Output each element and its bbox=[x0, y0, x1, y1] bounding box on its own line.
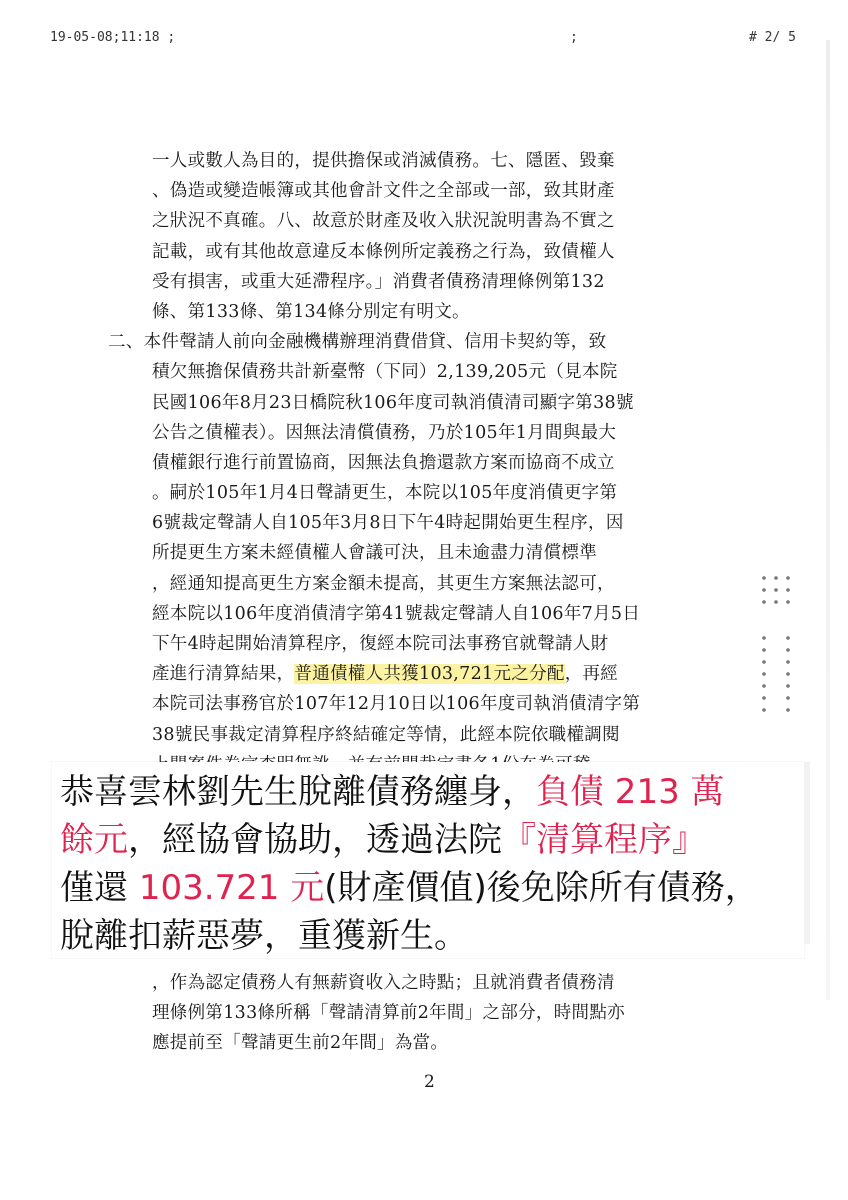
body-line: 理條例第133條所稱「聲請清算前2年間」之部分，時間點亦 bbox=[152, 1003, 625, 1024]
fax-mid-mark: ; bbox=[570, 30, 578, 45]
body-line: 6號裁定聲請人自105年3月8日下午4時起開始更生程序，因 bbox=[152, 513, 624, 534]
body-line: 所提更生方案未經債權人會議可決，且未逾盡力清償標準 bbox=[152, 543, 597, 564]
body-line: 積欠無擔保債務共計新臺幣（下同）2,139,205元（見本院 bbox=[152, 362, 618, 383]
body-line: 債權銀行進行前置協商，因無法負擔還款方案而協商不成立 bbox=[152, 452, 615, 473]
line-segment: ，再經 bbox=[564, 664, 619, 685]
banner-line-1 bbox=[60, 768, 804, 816]
fax-header bbox=[50, 30, 796, 50]
fax-page-mark: # 2/ 5 bbox=[749, 30, 796, 45]
body-line: 二、本件聲請人前向金融機構辦理消費借貸、信用卡契約等，致 bbox=[108, 332, 607, 353]
line-segment: 產進行清算結果， bbox=[152, 664, 295, 685]
fax-timestamp: 19-05-08;11:18 ; bbox=[50, 30, 176, 45]
body-line: ，作為認定債務人有無薪資收入之時點；且就消費者債務清 bbox=[152, 973, 615, 993]
body-line: 本院司法事務官於107年12月10日以106年度司執消債清字第 bbox=[152, 694, 641, 715]
page-number: 2 bbox=[424, 1072, 435, 1092]
document-body-tail bbox=[152, 968, 732, 1059]
body-line: 下午4時起開始清算程序，復經本院司法事務官就聲請人財 bbox=[152, 634, 609, 654]
banner-debt-suffix: 餘元 bbox=[60, 820, 128, 860]
body-line: 38號民事裁定清算程序終結確定等情，此經本院依職權調閱 bbox=[152, 724, 620, 745]
body-line: ，經通知提高更生方案金額未提高，其更生方案無法認可， bbox=[152, 573, 615, 594]
banner-debt-amount: 負債 213 萬 bbox=[536, 772, 725, 812]
highlighted-amount: 普通債權人共獲103,721元之分配 bbox=[294, 664, 565, 685]
banner-text: 恭喜雲林劉先生脫離債務纏身， bbox=[60, 772, 536, 812]
banner-text: 僅還 bbox=[60, 868, 139, 908]
margin-shadow bbox=[826, 40, 830, 1000]
body-line: 、偽造或變造帳簿或其他會計文件之全部或一部，致其財產 bbox=[152, 181, 615, 202]
banner-text: ，經協會協助，透過法院 bbox=[128, 820, 502, 860]
banner-repaid-amount: 103.721 元 bbox=[138, 868, 325, 908]
highlighted-line bbox=[108, 659, 728, 689]
document-body bbox=[108, 146, 728, 780]
body-line: 公告之債權表）。因無法清償債務，乃於105年1月間與最大 bbox=[152, 422, 617, 443]
announcement-banner bbox=[52, 762, 804, 958]
banner-line-4: 脫離扣薪惡夢，重獲新生。 bbox=[60, 916, 468, 956]
banner-line-3 bbox=[60, 864, 804, 912]
body-line: 條、第133條、第134條分別定有明文。 bbox=[152, 301, 470, 322]
body-line: 之狀況不真確。八、故意於財產及收入狀況說明書為不實之 bbox=[152, 211, 615, 232]
body-line: 民國106年8月23日橋院秋106年度司執消債清司顯字第38號 bbox=[152, 392, 634, 413]
body-line: 應提前至「聲請更生前2年間」為當。 bbox=[152, 1033, 449, 1054]
body-line: 受有損害，或重大延滯程序。」消費者債務清理條例第132 bbox=[152, 271, 605, 292]
banner-text: (財產價值)後免除所有債務， bbox=[324, 868, 759, 908]
banner-line-2 bbox=[60, 816, 804, 864]
body-line: 經本院以106年度消債清字第41號裁定聲請人自106年7月5日 bbox=[152, 603, 641, 624]
banner-edge bbox=[804, 762, 810, 944]
body-line: 記載，或有其他故意違反本條例所定義務之行為，致債權人 bbox=[152, 241, 615, 262]
banner-procedure: 『清算程序』 bbox=[502, 820, 706, 860]
body-line: 一人或數人為目的，提供擔保或消滅債務。七、隱匿、毀棄 bbox=[152, 151, 615, 171]
body-line: 。嗣於105年1月4日聲請更生，本院以105年度消債更字第 bbox=[152, 483, 618, 504]
